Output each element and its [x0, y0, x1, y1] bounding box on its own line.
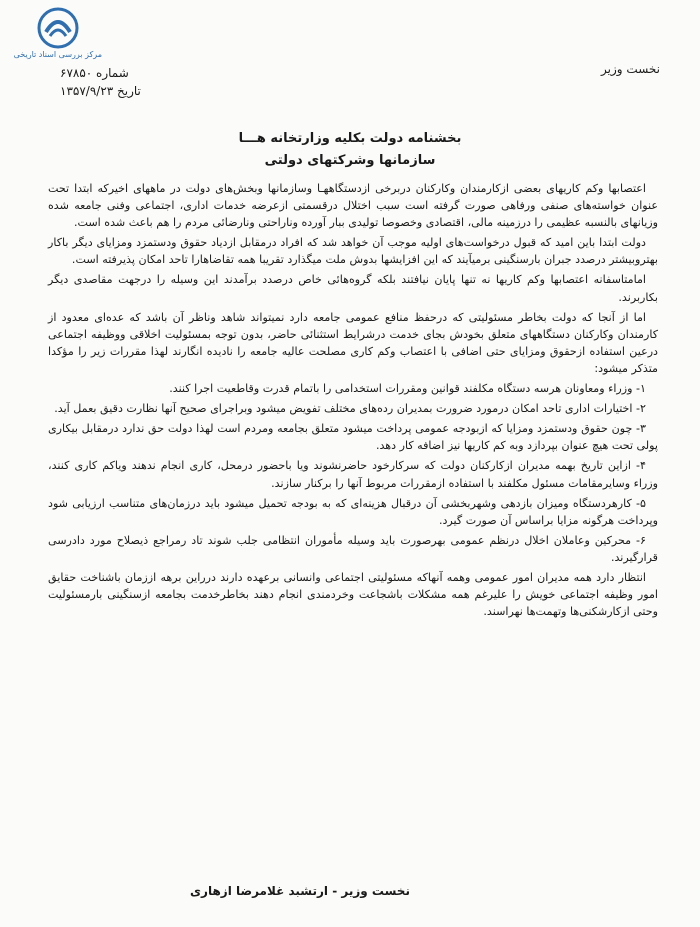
document-subtitle: سازمانها وشرکتهای دولتی: [264, 153, 436, 168]
reference-block: [60, 66, 230, 102]
paragraph: ۱- وزراء ومعاونان هرسه دستگاه مکلفند قوانین ومقررات استخدامی را باتمام قدرت وقاطعیت اجرا کنند.: [169, 382, 646, 396]
issuer-heading: نخست وزیر: [601, 62, 660, 76]
paragraph: ۵- کارهردستگاه ومیزان بازدهی وشهربخشی آن درقبال هزینه‌ای که به بودجه تحمیل میشود باید درزمان‌های متناسب ارزیابی شود وپرداخت هرگونه مزایا براساس آن صورت گیرد.: [48, 496, 658, 527]
document-title: بخشنامه دولت بکلیه وزارتخانه هـــا: [238, 131, 462, 146]
paragraph: ۶- محرکین وعاملان اخلال درنظم عمومی بهرصورت باید وسیله مأموران انتظامی جلب شوند تاد رمراجع ذیصلاح مورد دادرسی قرارگیرند.: [48, 533, 658, 564]
archive-logo: [14, 6, 102, 68]
document-body: [48, 180, 658, 623]
paragraph: ۲- اختیارات اداری تاحد امکان درمورد ضرورت بمدیران رده‌های مختلف تفویض میشود وبراجرای صحیح آنها نظارت دقیق بعمل آید.: [54, 402, 646, 416]
paragraph: ۳- چون حقوق ودستمزد ومزایا که ازبودجه عمومی پرداخت میشود متعلق بجامعه ومردم است لهذا دولت حق ندارد درمقابل بیکاری پولی تحت هیچ عنوان بپردازد وبه کم کاریها نیز اضافه کار دهد.: [48, 422, 658, 453]
paragraph: اعتصابها وکم کاریهای بعضی ازکارمندان وکارکنان دربرخی ازدستگاههـا وسازمانها وبخش‌های دولت در ماههای اخیرکه ابتدا تحت عنوان خواسته‌های صنفی ورفاهی صورت گرفته است سبب اختلال درقسمتی ازعرضه خدمات اداری، اجتماعی وفنی جامعه شده وزیانهای بالنسبه عظیمی را درزمینه مالی، اقتصادی وخصوصا تولیدی ببار آورده وناراحتی ونارضائی مردم را هم باعث شده است.: [48, 182, 658, 230]
paragraph: اما از آنجا که دولت بخاطر مسئولیتی که درحفظ منافع عمومی جامعه دارد نمیتواند شاهد وناظر آن باشد که عده‌ای معدود از کارمندان وکارکنان دستگاههای متعلق بخودش بجای خدمت درشرایط استثنائی حاضر، بدون توجه بمسئولیت اخلاقی ووظیفه اجتماعی درعین استفاده ازحقوق ومزایای حتی اضافی با اعتصاب وکم کاری مصلحت عالیه جامعه را نادیده انگارند لهذا مقررات زیر را مؤکدا متذکر میشود:: [48, 310, 658, 375]
paragraph: امامتاسفانه اعتصابها وکم کاریها نه تنها پایان نیافتند بلکه گروه‌هائی خاص درصدد برآمدند این وسیله را درجهت مقاصدی دیگر بکاربرند.: [48, 273, 658, 304]
archive-logo-text: مرکز بررسی اسناد تاریخی: [13, 50, 102, 59]
paragraph: ۴- ازاین تاریخ بهمه مدیران ازکارکنان دولت که سرکارخود حاضرنشوند ویا باحضور درمحل، کاری انجام ندهند ویاکم کاری کنند، وزراء وسایرمقامات مسئول مکلفند با استفاده ازمقررات مربوط آنها را برکنار سازند.: [48, 459, 658, 490]
signature-line: نخست وزیر - ارتشبد غلامرضا ازهاری: [190, 884, 410, 898]
archive-emblem-icon: [36, 6, 80, 50]
paragraph: دولت ابتدا باین امید که قبول درخواست‌های اولیه موجب آن خواهد شد که افراد درمقابل ازدیاد حقوق ودستمزد ومزایای دیگر باکار بهتروبیشتر درصدد جبران بارسنگینی برمیآیند که این افزایشها بدوش ملت میگذارد تقریبا همه تقاضاهارا تاحد امکان پذیرفته است.: [48, 236, 658, 267]
paragraph: انتظار دارد همه مدیران امور عمومی وهمه آنهاکه مسئولیتی اجتماعی وانسانی برعهده دارند درراین برهه اززمان باشناخت حقایق امور وظیفه اجتماعی خویش را علیرغم همه مشکلات باشجاعت وخردمندی انجام دهند بخاطرخدمت بجامعه ازسنگینی بارمسئولیت وحتی ازکارشکنی‌ها وتهمت‌ها نهراسند.: [48, 570, 658, 619]
document-date: تاریخ ۱۳۵۷/۹/۲۳: [60, 84, 141, 98]
document-number: شماره ۶۷۸۵۰: [60, 66, 129, 80]
